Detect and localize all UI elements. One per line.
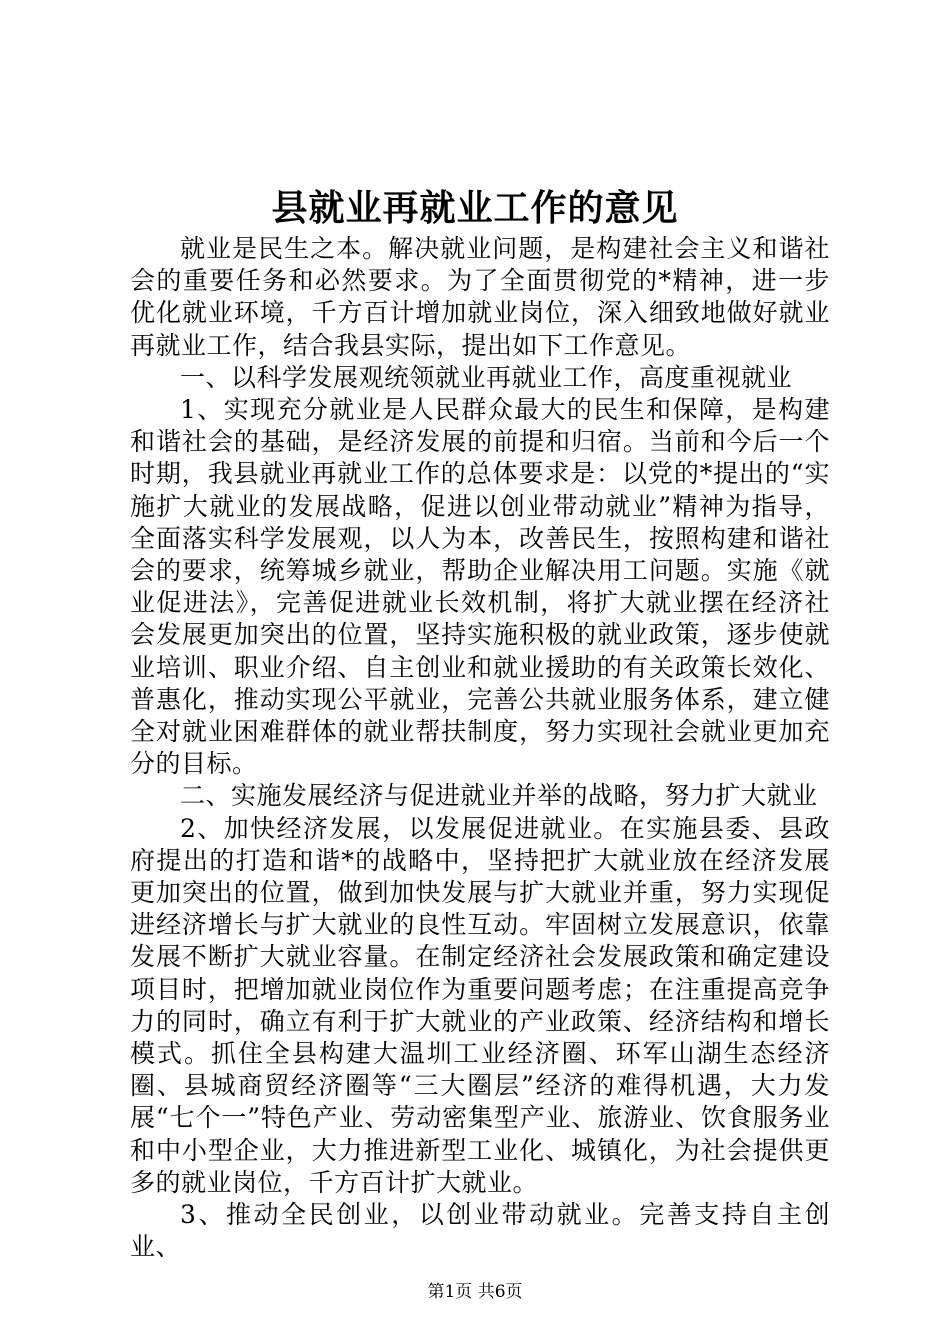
section-heading-2: 二、实施发展经济与促进就业并举的战略，努力扩大就业	[180, 781, 818, 811]
document-body	[130, 233, 830, 1264]
paragraph-intro: 就业是民生之本。解决就业问题，是构建社会主义和谐社会的重要任务和必然要求。为了全面贯彻党的*精神，进一步优化就业环境，千方百计增加就业岗位，深入细致地做好就业再就业工作，结合我县实际，提出如下工作意见。	[130, 234, 830, 360]
paragraph-item-2: 2、加快经济发展，以发展促进就业。在实施县委、县政府提出的打造和谐*的战略中，坚持把扩大就业放在经济发展更加突出的位置，做到加快发展与扩大就业并重，努力实现促进经济增长与扩大就业的良性互动。牢固树立发展意识，依靠发展不断扩大就业容量。在制定经济社会发展政策和确定建设项目时，把增加就业岗位作为重要问题考虑；在注重提高竞争力的同时，确立有利于扩大就业的产业政策、经济结构和增长模式。抓住全县构建大温圳工业经济圈、环军山湖生态经济圈、县城商贸经济圈等“三大圈层”经济的难得机遇，大力发展“七个一”特色产业、劳动密集型产业、旅游业、饮食服务业和中小型企业，大力推进新型工业化、城镇化，为社会提供更多的就业岗位，千方百计扩大就业。	[130, 813, 830, 1197]
paragraph-item-3: 3、推动全民创业，以创业带动就业。完善支持自主创业、	[130, 1200, 830, 1262]
paragraph-item-1: 1、实现充分就业是人民群众最大的民生和保障，是构建和谐社会的基础，是经济发展的前提和归宿。当前和今后一个时期，我县就业再就业工作的总体要求是：以党的*提出的“实施扩大就业的发展战略，促进以创业带动就业”精神为指导，全面落实科学发展观，以人为本，改善民生，按照构建和谐社会的要求，统筹城乡就业，帮助企业解决用工问题。实施《就业促进法》，完善促进就业长效机制，将扩大就业摆在经济社会发展更加突出的位置，坚持实施积极的就业政策，逐步使就业培训、职业介绍、自主创业和就业援助的有关政策长效化、普惠化，推动实现公平就业，完善公共就业服务体系，建立健全对就业困难群体的就业帮扶制度，努力实现社会就业更加充分的目标。	[130, 395, 830, 779]
document-title: 县就业再就业工作的意见	[271, 187, 679, 229]
section-heading-1: 一、以科学发展观统领就业再就业工作，高度重视就业	[180, 362, 793, 392]
page-number-footer: 第1页 共6页	[427, 1282, 523, 1302]
